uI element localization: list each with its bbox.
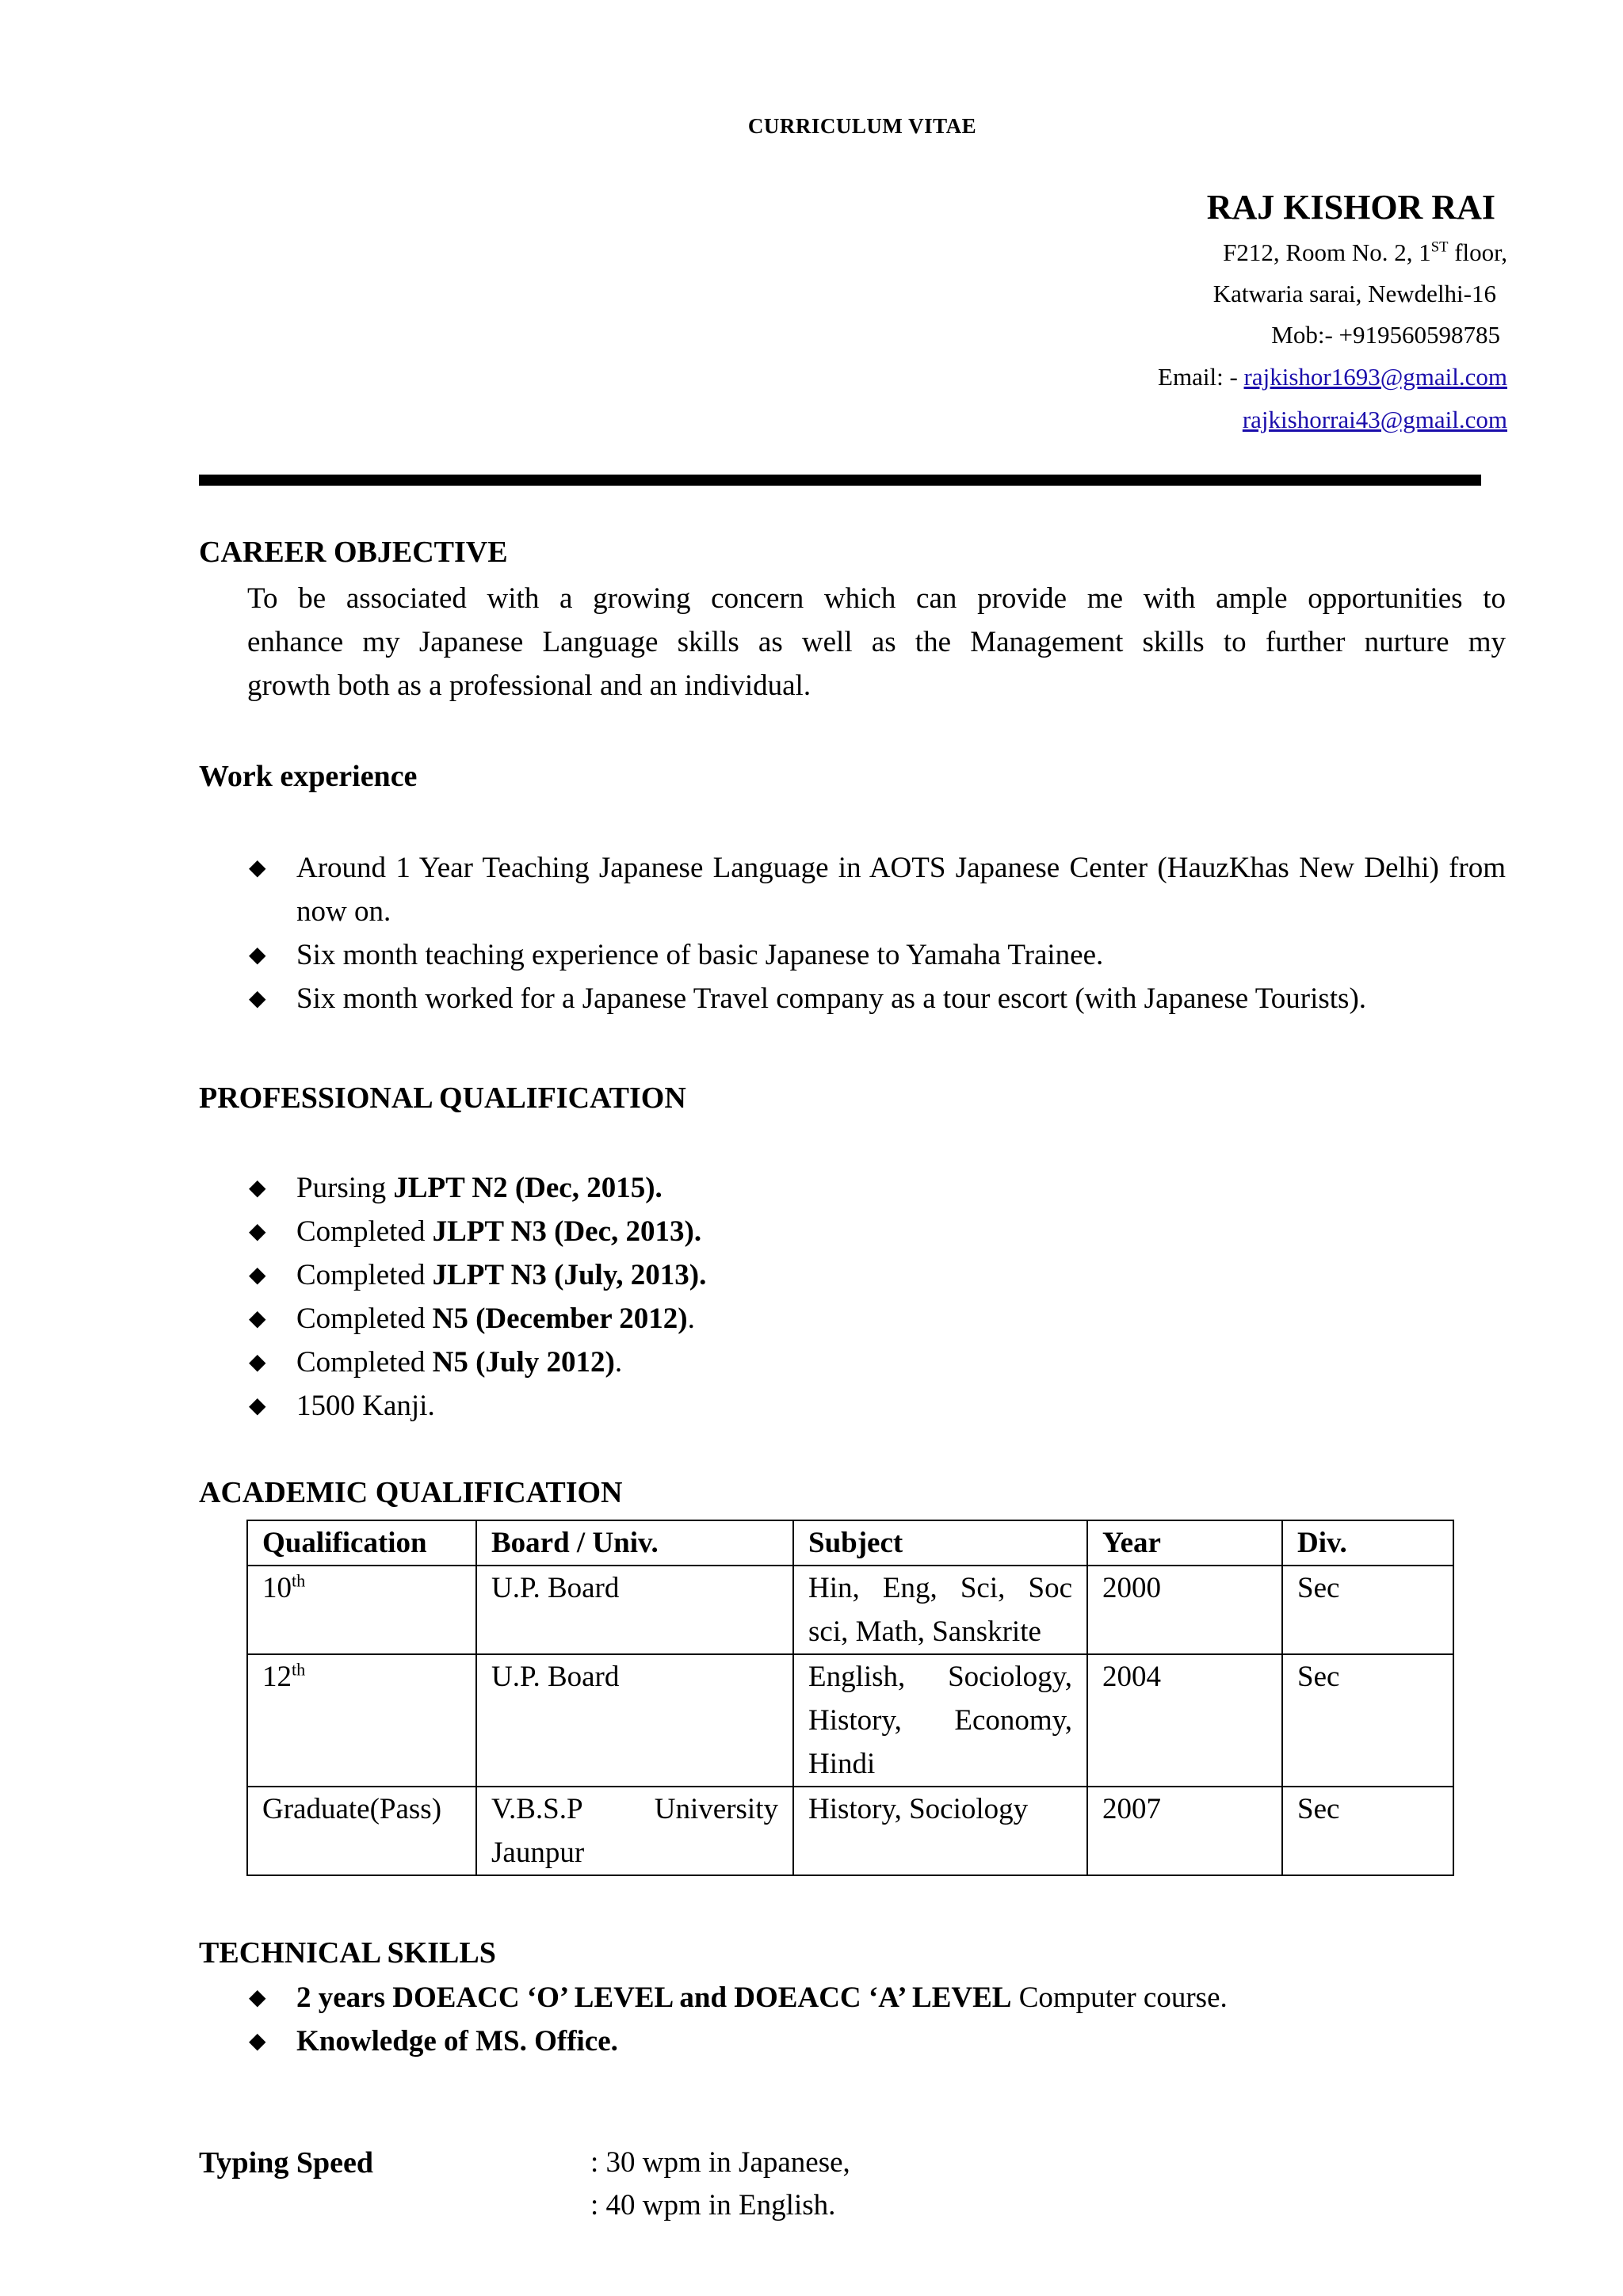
email-label: Email: -: [1158, 363, 1244, 391]
objective-line-1: To be associated with a growing concern which can provide me with ample opportunities to: [247, 582, 1506, 615]
cell-line: English, Sociology,: [808, 1661, 1072, 1693]
address-superscript: ST: [1430, 238, 1449, 256]
cell-line: Hin, Eng, Sci, Soc: [808, 1572, 1072, 1604]
year-cell: 2007: [1087, 1787, 1282, 1875]
list-item: [247, 1341, 1506, 1384]
address-line-1-end: floor,: [1448, 238, 1507, 266]
diamond-bullet-icon: ◆: [249, 1176, 266, 1200]
address-line-1: [1223, 238, 1507, 267]
cell-text: 12: [262, 1661, 292, 1693]
table-row: [247, 1787, 1453, 1875]
typing-speed-english: : 40 wpm in English.: [590, 2189, 836, 2222]
diamond-bullet-icon: ◆: [249, 1394, 266, 1418]
academic-qualification-heading: ACADEMIC QUALIFICATION: [199, 1476, 623, 1509]
typing-speed-japanese: : 30 wpm in Japanese,: [590, 2146, 850, 2179]
item-text: 1500 Kanji.: [296, 1390, 435, 1422]
professional-qualification-heading: PROFESSIONAL QUALIFICATION: [199, 1081, 686, 1115]
page-title: CURRICULUM VITAE: [747, 114, 977, 138]
year-cell: 2004: [1087, 1654, 1282, 1787]
objective-line-3: growth both as a professional and an individual.: [247, 669, 812, 702]
cell-sup: th: [292, 1659, 306, 1680]
column-header: Div.: [1282, 1520, 1453, 1566]
division-cell: Sec: [1282, 1787, 1453, 1875]
cell-sup: th: [292, 1570, 306, 1591]
cell-line: Hindi: [808, 1748, 876, 1780]
diamond-bullet-icon: ◆: [249, 856, 266, 880]
list-item: [247, 933, 1506, 977]
address-line-2: Katwaria sarai, Newdelhi-16: [1212, 280, 1496, 307]
career-objective-heading: CAREER OBJECTIVE: [199, 536, 508, 569]
table-header-row: [247, 1520, 1453, 1566]
board-cell: U.P. Board: [476, 1566, 793, 1654]
division-cell: Sec: [1282, 1566, 1453, 1654]
item-text: Completed: [296, 1302, 433, 1335]
technical-skills-heading: TECHNICAL SKILLS: [199, 1936, 496, 1970]
diamond-bullet-icon: ◆: [249, 2029, 266, 2054]
board-cell: [476, 1787, 793, 1875]
list-item-text: Around 1 Year Teaching Japanese Language in AOTS Japanese Center (HauzKhas New Delhi) from now on.: [296, 852, 1506, 928]
item-bold: JLPT N2 (Dec, 2015).: [393, 1172, 663, 1204]
item-text: Completed: [296, 1346, 433, 1379]
item-bold: JLPT N3 (July, 2013).: [432, 1259, 707, 1291]
list-item-text: Six month teaching experience of basic Japanese to Yamaha Trainee.: [296, 939, 1104, 971]
work-experience-heading: Work experience: [199, 760, 418, 793]
subject-cell: History, Sociology: [793, 1787, 1087, 1875]
list-item: [247, 1166, 1506, 1210]
list-item: [247, 846, 1506, 933]
cell-line: sci, Math, Sanskrite: [808, 1615, 1041, 1648]
table-row: [247, 1566, 1453, 1654]
column-header: Board / Univ.: [476, 1520, 793, 1566]
professional-qualification-list: [247, 1166, 1506, 1428]
item-end: .: [687, 1302, 695, 1335]
subject-cell: [793, 1654, 1087, 1787]
item-bold: JLPT N3 (Dec, 2013).: [432, 1215, 702, 1248]
email-link-2[interactable]: rajkishorrai43@gmail.com: [1242, 406, 1507, 433]
division-cell: Sec: [1282, 1654, 1453, 1787]
technical-skills-list: [247, 1976, 1506, 2063]
diamond-bullet-icon: ◆: [249, 1350, 266, 1375]
career-objective-text: [247, 577, 1506, 751]
diamond-bullet-icon: ◆: [249, 1985, 266, 2010]
list-item: [247, 977, 1506, 1020]
qualification-cell: Graduate(Pass): [247, 1787, 476, 1875]
table-row: [247, 1654, 1453, 1787]
item-text: Pursing: [296, 1172, 394, 1204]
column-header: Subject: [793, 1520, 1087, 1566]
cell-line: History, Economy,: [808, 1704, 1072, 1737]
cell-text: 10: [262, 1572, 292, 1604]
subject-cell: [793, 1566, 1087, 1654]
mobile-number: Mob:- +919560598785: [1271, 321, 1500, 349]
header-divider: [199, 475, 1481, 486]
qualification-cell: [247, 1566, 476, 1654]
list-item: [247, 1976, 1506, 2019]
diamond-bullet-icon: ◆: [249, 943, 266, 967]
email-line-2: [1243, 406, 1507, 434]
item-text: Completed: [296, 1215, 433, 1248]
year-cell: 2000: [1087, 1566, 1282, 1654]
typing-speed-label: Typing Speed: [199, 2146, 373, 2180]
column-header: Qualification: [247, 1520, 476, 1566]
cell-line: V.B.S.P University: [491, 1793, 778, 1825]
item-bold: Knowledge of MS. Office.: [296, 2025, 618, 2058]
diamond-bullet-icon: ◆: [249, 1219, 266, 1244]
item-bold: N5 (December 2012): [432, 1302, 688, 1335]
candidate-name: RAJ KISHOR RAI: [1206, 188, 1495, 227]
item-end: Computer course.: [1011, 1981, 1228, 2014]
academic-table: [246, 1520, 1454, 1876]
list-item: [247, 1253, 1506, 1297]
diamond-bullet-icon: ◆: [249, 1306, 266, 1331]
objective-line-2: enhance my Japanese Language skills as well as the Management skills to further nurture my: [247, 626, 1506, 658]
item-bold: N5 (July 2012): [432, 1346, 615, 1379]
email-line: [1158, 363, 1507, 391]
list-item: [247, 1210, 1506, 1253]
qualification-cell: [247, 1654, 476, 1787]
diamond-bullet-icon: ◆: [249, 986, 266, 1011]
list-item: [247, 2019, 1506, 2063]
item-bold: 2 years DOEACC ‘O’ LEVEL and DOEACC ‘A’ LEVEL: [296, 1981, 1012, 2014]
diamond-bullet-icon: ◆: [249, 1263, 266, 1287]
cell-line: Jaunpur: [491, 1836, 585, 1869]
address-line-1-text: F212, Room No. 2, 1: [1223, 238, 1431, 266]
email-link-1[interactable]: rajkishor1693@gmail.com: [1243, 363, 1507, 391]
board-cell: U.P. Board: [476, 1654, 793, 1787]
list-item: [247, 1384, 1506, 1428]
work-experience-list: [247, 846, 1506, 1020]
list-item-text: Six month worked for a Japanese Travel company as a tour escort (with Japanese Tourists).: [296, 982, 1367, 1015]
item-end: .: [614, 1346, 623, 1379]
item-text: Completed: [296, 1259, 433, 1291]
column-header: Year: [1087, 1520, 1282, 1566]
list-item: [247, 1297, 1506, 1341]
